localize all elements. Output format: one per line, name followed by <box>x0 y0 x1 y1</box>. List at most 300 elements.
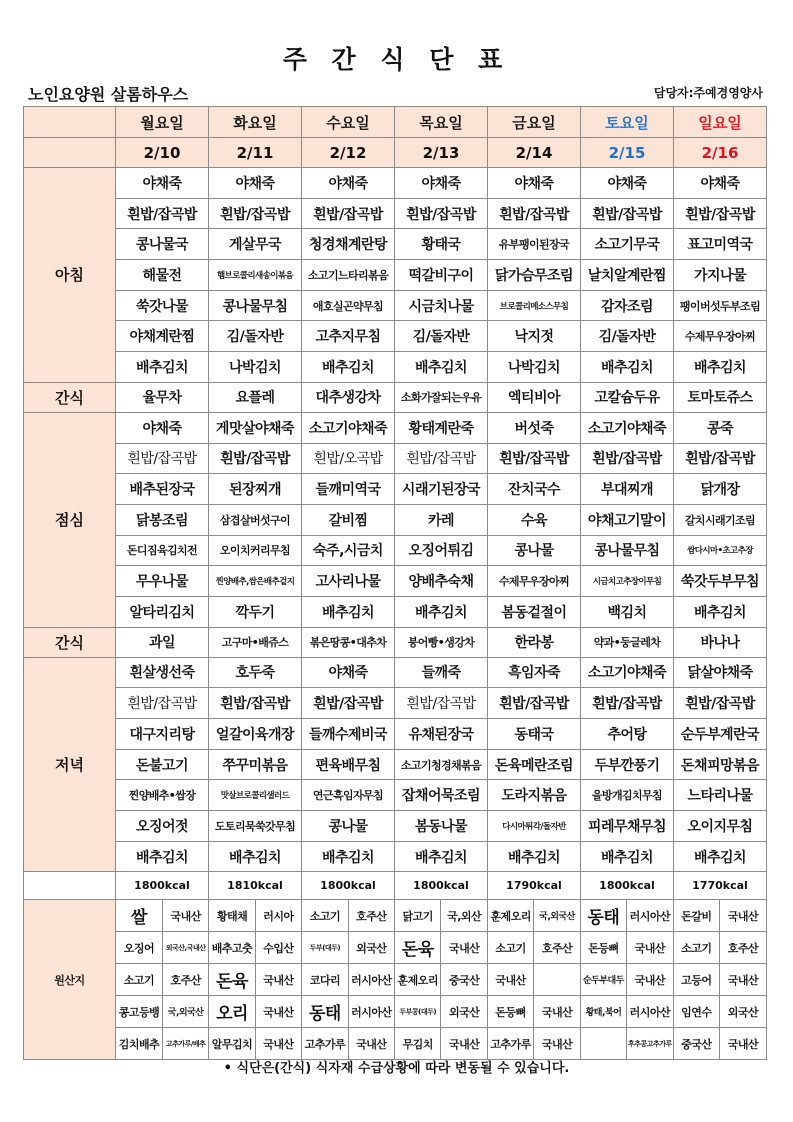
snack_am-row <box>24 382 767 412</box>
menu-change-note: • 식단은(간식) 식자재 수급상황에 따라 변동될 수 있습니다. <box>223 1061 570 1076</box>
origin-country: 중국산 <box>441 964 487 995</box>
date-header-0: 2/10 <box>116 138 209 168</box>
dinner-row <box>24 749 767 780</box>
origin-country: 수입산 <box>255 932 301 963</box>
origin-row <box>24 932 767 964</box>
menu-item: 된장찌개 <box>209 474 302 505</box>
origin-country: 후추콩고추가루 <box>627 1028 673 1059</box>
menu-item: 들깨미역국 <box>302 474 395 505</box>
lunch-row <box>24 596 767 627</box>
day-header-6: 일요일 <box>674 107 767 138</box>
menu-item: 콩나물무침 <box>581 535 674 566</box>
origin-country: 러시아산 <box>627 996 673 1027</box>
origin-cell-group <box>116 964 767 996</box>
snack-item: 요플레 <box>209 382 302 412</box>
menu-item: 들깨수제비국 <box>302 719 395 750</box>
origin-food: 두부(대두) <box>302 932 348 963</box>
day-header-1: 화요일 <box>209 107 302 138</box>
origin-food: 훈제오리 <box>395 964 441 995</box>
kcal-row <box>24 872 767 900</box>
origin-food: 임연수 <box>673 996 719 1027</box>
day-header-0: 월요일 <box>116 107 209 138</box>
day-header-2: 수요일 <box>302 107 395 138</box>
origin-country: 국내산 <box>627 932 673 963</box>
menu-item: 야채죽 <box>488 168 581 199</box>
menu-item: 흰밥/잡곡밥 <box>488 443 581 474</box>
corner-cell <box>24 138 116 168</box>
menu-item: 흰밥/잡곡밥 <box>395 198 488 229</box>
menu-item: 야채죽 <box>674 168 767 199</box>
menu-item: 흰밥/잡곡밥 <box>581 443 674 474</box>
menu-item: 느타리나물 <box>674 780 767 811</box>
day-header-5: 토요일 <box>581 107 674 138</box>
origin-country: 고추가루/배추 <box>162 1028 208 1059</box>
menu-item: 야채죽 <box>116 412 209 443</box>
menu-item: 황태국 <box>395 229 488 260</box>
page-title: 주 간 식 단 표 <box>282 45 511 74</box>
menu-item: 브로콜리메소스무침 <box>488 290 581 321</box>
menu-item: 황태계란죽 <box>395 412 488 443</box>
menu-item: 야채죽 <box>209 168 302 199</box>
lunch-row <box>24 535 767 566</box>
menu-item: 찐양배추,쌈은배추겉지 <box>209 566 302 597</box>
menu-item: 소고기야채죽 <box>302 412 395 443</box>
menu-item: 돈채피망볶음 <box>674 749 767 780</box>
menu-item: 닭봉조림 <box>116 504 209 535</box>
origin-country: 국내산 <box>255 996 301 1027</box>
menu-item: 알타리김치 <box>116 596 209 627</box>
menu-item: 고추지무침 <box>302 321 395 352</box>
menu-item: 오이치커리무침 <box>209 535 302 566</box>
lunch-row <box>24 474 767 505</box>
origin-country: 외국산 <box>348 932 394 963</box>
menu-item: 순두부계란국 <box>674 719 767 750</box>
menu-item: 도라지볶음 <box>488 780 581 811</box>
day-header-row <box>24 107 767 138</box>
menu-item: 오이지무침 <box>674 811 767 842</box>
origin-country: 러시아산 <box>627 900 673 931</box>
origin-food: 중국산 <box>673 1028 719 1059</box>
kcal-value: 1800kcal <box>302 872 395 900</box>
menu-item: 김/돌자반 <box>395 321 488 352</box>
menu-item: 흰밥/잡곡밥 <box>209 443 302 474</box>
menu-item: 배추김치 <box>581 841 674 872</box>
kcal-value: 1770kcal <box>674 872 767 900</box>
menu-item: 무우나물 <box>116 566 209 597</box>
menu-item: 야채죽 <box>116 168 209 199</box>
breakfast-row <box>24 198 767 229</box>
menu-item: 오징어튀김 <box>395 535 488 566</box>
origin-food: 돈갈비 <box>673 900 719 931</box>
corner-cell <box>24 107 116 138</box>
menu-item: 다시마튀각/돌자반 <box>488 811 581 842</box>
menu-item: 흰밥/잡곡밥 <box>116 198 209 229</box>
origin-subtable <box>116 932 766 963</box>
lunch-row <box>24 504 767 535</box>
menu-item: 피레무채무침 <box>581 811 674 842</box>
menu-item: 청경채계란탕 <box>302 229 395 260</box>
origin-food: 소고기 <box>487 932 533 963</box>
snack-item: 한라봉 <box>488 627 581 657</box>
origin-subtable <box>116 996 766 1027</box>
menu-item: 흰밥/잡곡밥 <box>581 198 674 229</box>
origin-country: 국내산 <box>348 1028 394 1059</box>
origin-country: 국내산 <box>719 900 766 931</box>
menu-item: 소고기느타리볶음 <box>302 260 395 291</box>
menu-item: 맛살브로콜리샐러드 <box>209 780 302 811</box>
origin-country: 외국산 <box>719 996 766 1027</box>
menu-item: 돈불고기 <box>116 749 209 780</box>
menu-item: 야채죽 <box>395 168 488 199</box>
origin-country: 국내산 <box>719 964 766 995</box>
dietitian-name: 담당자:주예경영양사 <box>653 86 763 100</box>
menu-item: 배추김치 <box>302 596 395 627</box>
menu-item: 흰밥/잡곡밥 <box>395 688 488 719</box>
lunch-row <box>24 412 767 443</box>
menu-item: 배추김치 <box>674 841 767 872</box>
snack-item: 고구마•배쥬스 <box>209 627 302 657</box>
origin-food: 소고기 <box>116 964 162 995</box>
section-label-origin: 원산지 <box>24 900 116 1060</box>
menu-item: 콩나물 <box>488 535 581 566</box>
snack-item: 바나나 <box>674 627 767 657</box>
menu-item: 유부팽이된장국 <box>488 229 581 260</box>
menu-item: 소고기야채죽 <box>581 657 674 688</box>
menu-item: 흰밥/잡곡밥 <box>395 443 488 474</box>
menu-item: 잔치국수 <box>488 474 581 505</box>
menu-item: 표고미역국 <box>674 229 767 260</box>
origin-country <box>534 964 580 995</box>
origin-country: 국내산 <box>534 1028 580 1059</box>
snack-item: 토마토쥬스 <box>674 382 767 412</box>
menu-item: 야채죽 <box>302 168 395 199</box>
menu-item: 시금치고추장이무침 <box>581 566 674 597</box>
menu-item: 시금치나물 <box>395 290 488 321</box>
date-header-6: 2/16 <box>674 138 767 168</box>
menu-item: 흰밥/잡곡밥 <box>488 198 581 229</box>
origin-food <box>580 1028 626 1059</box>
menu-item: 닭개장 <box>674 474 767 505</box>
day-header-4: 금요일 <box>488 107 581 138</box>
origin-food: 고추가루 <box>487 1028 533 1059</box>
menu-item: 추어탕 <box>581 719 674 750</box>
breakfast-row <box>24 290 767 321</box>
menu-item: 쌈다시마•초고추장 <box>674 535 767 566</box>
origin-country: 외국산 <box>441 996 487 1027</box>
menu-item: 배추김치 <box>674 352 767 383</box>
origin-country: 국내산 <box>441 1028 487 1059</box>
date-header-row <box>24 138 767 168</box>
menu-item: 흰밥/오곡밥 <box>302 443 395 474</box>
menu-item: 콩죽 <box>674 412 767 443</box>
menu-item: 수육 <box>488 504 581 535</box>
menu-item: 연근흑임자무침 <box>302 780 395 811</box>
menu-item: 배추김치 <box>302 352 395 383</box>
date-header-3: 2/13 <box>395 138 488 168</box>
date-header-2: 2/12 <box>302 138 395 168</box>
kcal-value: 1800kcal <box>581 872 674 900</box>
menu-item: 소고기야채죽 <box>581 412 674 443</box>
origin-food: 돈등뼈 <box>487 996 533 1027</box>
origin-food: 두부콩(대두) <box>395 996 441 1027</box>
kcal-value: 1800kcal <box>395 872 488 900</box>
origin-country: 호주산 <box>348 900 394 931</box>
menu-item: 낙지젓 <box>488 321 581 352</box>
menu-item: 수제무우장아찌 <box>674 321 767 352</box>
menu-item: 배추김치 <box>395 596 488 627</box>
menu-item: 쭈꾸미볶음 <box>209 749 302 780</box>
snack-item: 소화가잘되는우유 <box>395 382 488 412</box>
menu-item: 갈치시래기조림 <box>674 504 767 535</box>
menu-item: 고사리나물 <box>302 566 395 597</box>
origin-food: 훈제오리 <box>487 900 533 931</box>
snack-item: 엑티비아 <box>488 382 581 412</box>
menu-item: 게살무국 <box>209 229 302 260</box>
origin-country: 국내산 <box>627 964 673 995</box>
origin-country: 국내산 <box>441 932 487 963</box>
menu-item: 해물전 <box>116 260 209 291</box>
snack-item: 율무차 <box>116 382 209 412</box>
origin-subtable <box>116 900 766 931</box>
section-label-snack_am: 간식 <box>24 382 116 412</box>
menu-item: 흰밥/잡곡밥 <box>302 198 395 229</box>
menu-item: 흰밥/잡곡밥 <box>302 688 395 719</box>
lunch-row <box>24 566 767 597</box>
origin-country: 국내산 <box>162 900 208 931</box>
breakfast-row <box>24 321 767 352</box>
origin-food: 김치배추 <box>116 1028 162 1059</box>
origin-food: 황태,북어 <box>580 996 626 1027</box>
origin-food: 돈등뼈 <box>580 932 626 963</box>
menu-item: 흰밥/잡곡밥 <box>209 688 302 719</box>
menu-item: 도토리묵쑥갓무침 <box>209 811 302 842</box>
menu-item: 게맛살야채죽 <box>209 412 302 443</box>
origin-cell-group <box>116 932 767 964</box>
origin-country: 러시아산 <box>348 996 394 1027</box>
menu-item: 배추김치 <box>488 841 581 872</box>
menu-item: 흰밥/잡곡밥 <box>209 198 302 229</box>
menu-item: 얼갈이육개장 <box>209 719 302 750</box>
menu-item: 흰밥/잡곡밥 <box>488 688 581 719</box>
origin-subtable <box>116 964 766 995</box>
menu-item: 닭가슴무조림 <box>488 260 581 291</box>
menu-item: 카레 <box>395 504 488 535</box>
snack-item: 과일 <box>116 627 209 657</box>
origin-food: 소고기 <box>673 932 719 963</box>
origin-country: 국,외국산 <box>534 900 580 931</box>
origin-cell-group <box>116 996 767 1028</box>
menu-item: 봄동겉절이 <box>488 596 581 627</box>
dinner-row <box>24 719 767 750</box>
origin-food: 콩고등뱅 <box>116 996 162 1027</box>
menu-item: 날치알계란찜 <box>581 260 674 291</box>
section-label-dinner: 저녁 <box>24 657 116 872</box>
menu-item: 찐양배추•쌈장 <box>116 780 209 811</box>
menu-item: 닭살야채죽 <box>674 657 767 688</box>
origin-food: 오징어 <box>116 932 162 963</box>
kcal-value: 1790kcal <box>488 872 581 900</box>
kcal-value: 1800kcal <box>116 872 209 900</box>
origin-food: 고등어 <box>673 964 719 995</box>
date-header-1: 2/11 <box>209 138 302 168</box>
menu-item: 흰밥/잡곡밥 <box>116 443 209 474</box>
origin-country: 러시아 <box>255 900 301 931</box>
menu-item: 배추김치 <box>581 352 674 383</box>
origin-country: 국내산 <box>255 1028 301 1059</box>
dinner-row <box>24 780 767 811</box>
menu-item: 버섯죽 <box>488 412 581 443</box>
menu-item: 나박김치 <box>209 352 302 383</box>
snack-item: 고칼슘두유 <box>581 382 674 412</box>
menu-item: 돈디짐육김치전 <box>116 535 209 566</box>
menu-item: 오징어젓 <box>116 811 209 842</box>
origin-food: 동태 <box>302 996 348 1027</box>
origin-food: 무김치 <box>395 1028 441 1059</box>
snack_pm-row <box>24 627 767 657</box>
origin-food: 오리 <box>209 996 255 1027</box>
origin-food: 동태 <box>580 900 626 931</box>
menu-item: 돈육메란조림 <box>488 749 581 780</box>
kcal-label-cell <box>24 872 116 900</box>
section-label-snack_pm: 간식 <box>24 627 116 657</box>
origin-food: 닭고기 <box>395 900 441 931</box>
menu-item: 나박김치 <box>488 352 581 383</box>
snack-item: 볶은땅콩•대추차 <box>302 627 395 657</box>
menu-item: 소고기청경채볶음 <box>395 749 488 780</box>
menu-item: 배추김치 <box>302 841 395 872</box>
menu-item: 배추김치 <box>395 352 488 383</box>
menu-item: 배추김치 <box>395 841 488 872</box>
menu-item: 갈비찜 <box>302 504 395 535</box>
origin-food: 돈육 <box>395 932 441 963</box>
breakfast-row <box>24 168 767 199</box>
menu-item: 가지나물 <box>674 260 767 291</box>
menu-item: 떡갈비구이 <box>395 260 488 291</box>
menu-item: 부대찌개 <box>581 474 674 505</box>
menu-item: 숙주,시금치 <box>302 535 395 566</box>
origin-row <box>24 964 767 996</box>
menu-item: 야채죽 <box>581 168 674 199</box>
menu-item: 삼겹살버섯구이 <box>209 504 302 535</box>
menu-item: 봄동나물 <box>395 811 488 842</box>
menu-item: 흰밥/잡곡밥 <box>674 443 767 474</box>
menu-item: 배추김치 <box>116 841 209 872</box>
origin-food: 소고기 <box>302 900 348 931</box>
origin-country: 국,외산 <box>441 900 487 931</box>
origin-food: 돈육 <box>209 964 255 995</box>
menu-table <box>23 106 767 1060</box>
origin-country: 국내산 <box>534 996 580 1027</box>
snack-item: 붕어빵•생강차 <box>395 627 488 657</box>
breakfast-row <box>24 260 767 291</box>
breakfast-row <box>24 229 767 260</box>
menu-item: 양배추숙채 <box>395 566 488 597</box>
menu-item: 흰살생선죽 <box>116 657 209 688</box>
origin-subtable <box>116 1028 766 1059</box>
origin-country: 러시아산 <box>348 964 394 995</box>
day-header-3: 목요일 <box>395 107 488 138</box>
menu-item: 쑥갓두부무침 <box>674 566 767 597</box>
origin-food: 고추가루 <box>302 1028 348 1059</box>
menu-item: 김/돌자반 <box>209 321 302 352</box>
menu-item: 편육배무침 <box>302 749 395 780</box>
menu-item: 들깨죽 <box>395 657 488 688</box>
dinner-row <box>24 811 767 842</box>
menu-item: 호두죽 <box>209 657 302 688</box>
origin-country: 국,외국산 <box>162 996 208 1027</box>
snack-item: 약과•둥글레차 <box>581 627 674 657</box>
menu-item: 야채죽 <box>302 657 395 688</box>
origin-food: 국내산 <box>487 964 533 995</box>
menu-item: 배추김치 <box>674 596 767 627</box>
origin-cell-group <box>116 900 767 932</box>
dinner-row <box>24 841 767 872</box>
menu-item: 흰밥/잡곡밥 <box>581 688 674 719</box>
menu-item: 감자조림 <box>581 290 674 321</box>
menu-item: 잡채어묵조림 <box>395 780 488 811</box>
origin-food: 배추고춧 <box>209 932 255 963</box>
menu-item: 배추김치 <box>116 352 209 383</box>
menu-item: 김/돌자반 <box>581 321 674 352</box>
menu-item: 대구지리탕 <box>116 719 209 750</box>
origin-cell-group <box>116 1028 767 1060</box>
origin-country: 국내산 <box>719 1028 766 1059</box>
section-label-breakfast: 아침 <box>24 168 116 383</box>
lunch-row <box>24 443 767 474</box>
origin-food: 순두부대두 <box>580 964 626 995</box>
origin-row <box>24 1028 767 1060</box>
menu-item: 콩나물국 <box>116 229 209 260</box>
menu-item: 소고기무국 <box>581 229 674 260</box>
origin-food: 알무김치 <box>209 1028 255 1059</box>
menu-item: 애호실곤약무침 <box>302 290 395 321</box>
menu-item: 흰밥/잡곡밥 <box>674 688 767 719</box>
menu-item: 야채고기말이 <box>581 504 674 535</box>
origin-country: 호주산 <box>534 932 580 963</box>
menu-item: 동태국 <box>488 719 581 750</box>
menu-item: 야채계란찜 <box>116 321 209 352</box>
date-header-4: 2/14 <box>488 138 581 168</box>
menu-item: 배추된장국 <box>116 474 209 505</box>
menu-item: 백김치 <box>581 596 674 627</box>
menu-item: 유채된장국 <box>395 719 488 750</box>
origin-country: 호주산 <box>162 964 208 995</box>
dinner-row <box>24 657 767 688</box>
menu-item: 배추김치 <box>209 841 302 872</box>
origin-food: 황태채 <box>209 900 255 931</box>
origin-row <box>24 996 767 1028</box>
menu-item: 햄브로콜리새송이볶음 <box>209 260 302 291</box>
snack-item: 대추생강차 <box>302 382 395 412</box>
menu-item: 흰밥/잡곡밥 <box>116 688 209 719</box>
origin-country: 호주산 <box>719 932 766 963</box>
menu-item: 시래기된장국 <box>395 474 488 505</box>
menu-item: 두부깐풍기 <box>581 749 674 780</box>
menu-item: 쑥갓나물 <box>116 290 209 321</box>
menu-item: 콩나물무침 <box>209 290 302 321</box>
dinner-row <box>24 688 767 719</box>
kcal-value: 1810kcal <box>209 872 302 900</box>
breakfast-row <box>24 352 767 383</box>
origin-row <box>24 900 767 932</box>
origin-country: 국내산 <box>255 964 301 995</box>
section-label-lunch: 점심 <box>24 412 116 627</box>
menu-item: 을방개김치무침 <box>581 780 674 811</box>
menu-item: 팽이버섯두부조림 <box>674 290 767 321</box>
menu-item: 흑임자죽 <box>488 657 581 688</box>
menu-item: 콩나물 <box>302 811 395 842</box>
date-header-5: 2/15 <box>581 138 674 168</box>
